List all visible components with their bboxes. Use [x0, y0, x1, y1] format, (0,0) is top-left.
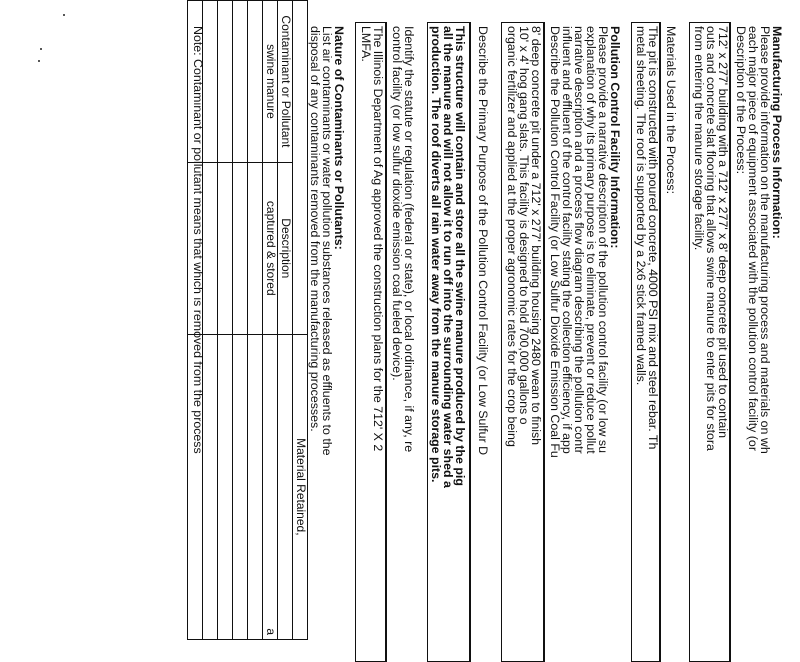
manufacturing-instructions-line-1: Please provide information on the manufacturing process and materials on wh [758, 26, 772, 454]
pollution-control-heading: Pollution Control Facility Information: [608, 26, 622, 249]
manufacturing-heading: Manufacturing Process Information: [770, 26, 784, 239]
pollution-control-instructions-line-4: influent and effluent of the control facility stating the collection efficiency, if app [560, 26, 574, 454]
primary-purpose-line-3: production. The roof diverts all rain water away from the manure storage pits. [429, 26, 443, 483]
primary-purpose-line-2: all the manure and will not allow it to run off into the surrounding water shed a [441, 26, 455, 488]
table-row [218, 1, 233, 640]
statute-line-1: The Illinois Department of Ag approved the construction plans for the 712' X 2 [371, 26, 385, 452]
statute-line-2: LMFA. [359, 26, 373, 62]
scan-speck [63, 14, 65, 16]
description-column-header: Description [278, 162, 293, 334]
process-description-line-2: outs and concrete slat flooring that allows swine manure to enter pits for stora [704, 26, 718, 451]
pollution-control-description-line-3: organic fertilizer and applied at the proper agronomic rates for the crop being [505, 26, 519, 447]
table-group-header-row [293, 1, 308, 640]
material-retained-header: Material Retained, [293, 334, 308, 639]
pollution-control-instructions-line-2: explanation of why its primary purpose is to eliminate, prevent or reduce pollut [584, 26, 598, 454]
table-column-header-row [278, 1, 293, 640]
primary-purpose-line-1: This structure will contain and store all the swine manure produced by the pig [453, 26, 467, 486]
table-row [263, 1, 278, 640]
table-row [233, 1, 248, 640]
statute-prompt-line-2: control facility (or low sulfur dioxide emission coal fueled device). [390, 26, 404, 381]
footnote: Note: Contaminant or pollutant means that which is removed from the process [191, 26, 205, 454]
table-row [248, 1, 263, 640]
contaminants-heading: Nature of Contaminants or Pollutants: [332, 26, 346, 250]
statute-prompt-line-1: Identify the statute or regulation (federal or state), or local ordinance, if any, re [402, 26, 416, 453]
manufacturing-instructions-line-2: each major piece of equipment associated with the pollution control facility (or [746, 26, 760, 451]
pollution-control-description-line-2: 10' x 4' hog gang slats. This facility is designed to hold 700,000 gallons o [517, 26, 531, 425]
scan-speck [40, 48, 42, 50]
materials-heading: Materials Used in the Process: [664, 26, 678, 195]
contaminants-instructions-line-2: disposal of any contaminants removed from the manufacturing processes. [308, 26, 322, 432]
pollution-control-instructions-line-1: Please provide a narrative description of the pollution control facility (or low su [596, 26, 610, 454]
description-cell: captured & stored [263, 162, 278, 334]
process-description-line-3: from entering the manure storage facility. [692, 26, 706, 251]
pollution-control-instructions-line-3: narrative description and a process flow diagram describing the pollution contr [572, 26, 586, 454]
pollution-control-describe-label: Describe the Pollution Control Facility (or Low Sulfur Dioxide Emission Coal Fu [548, 26, 562, 458]
process-description-line-1: 712' x 277' building with a 712' x 277' x 8' deep concrete pit used to contain [716, 26, 730, 439]
scan-speck [38, 60, 40, 62]
primary-purpose-prompt: Describe the Primary Purpose of the Pollution Control Facility (or Low Sulfur D [476, 26, 490, 456]
pollutant-cell: swine manure [263, 1, 278, 163]
materials-line-1: The pit is constructed with poured concrete, 4000 PSI mix and steel rebar. Th [646, 26, 660, 450]
manufacturing-description-label: Description of the Process: [734, 26, 748, 175]
contaminants-table [187, 0, 308, 640]
pollution-control-description-line-1: 8' deep concrete pit under a 712' x 277' building housing 2480 wean to finish [529, 26, 543, 446]
contaminant-column-header: Contaminant or Pollutant [278, 1, 293, 163]
contaminants-instructions-line-1: List air contaminants or water pollution substances released as effluents to the [320, 26, 334, 456]
retained-cell: a [263, 334, 278, 639]
materials-line-2: metal sheeting. The roof is supported by a 2x6 stick framed walls. [634, 26, 648, 386]
